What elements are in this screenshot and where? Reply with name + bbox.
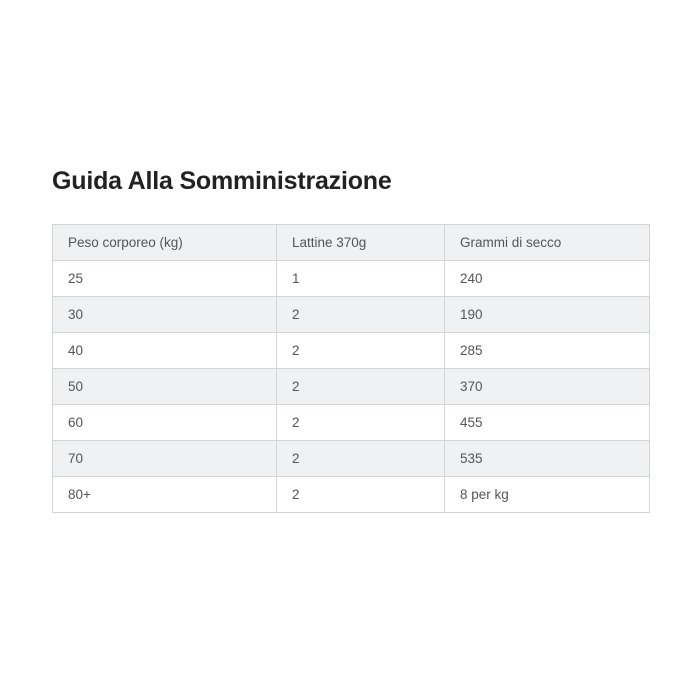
- cell-body-weight: 60: [53, 405, 277, 441]
- cell-dry-grams: 455: [445, 405, 650, 441]
- header-body-weight: Peso corporeo (kg): [53, 225, 277, 261]
- table-header-row: [53, 225, 650, 261]
- table-row: [53, 477, 650, 513]
- cell-dry-grams: 535: [445, 441, 650, 477]
- table-row: [53, 261, 650, 297]
- feeding-guide-table: [52, 224, 650, 513]
- cell-body-weight: 70: [53, 441, 277, 477]
- cell-body-weight: 50: [53, 369, 277, 405]
- table-row: [53, 333, 650, 369]
- cell-dry-grams: 285: [445, 333, 650, 369]
- table-row: [53, 441, 650, 477]
- header-cans: Lattine 370g: [277, 225, 445, 261]
- cell-body-weight: 40: [53, 333, 277, 369]
- cell-cans: 2: [277, 441, 445, 477]
- cell-body-weight: 80+: [53, 477, 277, 513]
- header-dry-grams: Grammi di secco: [445, 225, 650, 261]
- table-row: [53, 297, 650, 333]
- cell-dry-grams: 190: [445, 297, 650, 333]
- cell-cans: 2: [277, 477, 445, 513]
- cell-dry-grams: 8 per kg: [445, 477, 650, 513]
- cell-dry-grams: 240: [445, 261, 650, 297]
- cell-body-weight: 30: [53, 297, 277, 333]
- cell-cans: 2: [277, 405, 445, 441]
- feeding-guide-table-container: [52, 224, 649, 513]
- page-title: Guida Alla Somministrazione: [52, 167, 392, 195]
- cell-dry-grams: 370: [445, 369, 650, 405]
- cell-cans: 1: [277, 261, 445, 297]
- cell-cans: 2: [277, 297, 445, 333]
- cell-body-weight: 25: [53, 261, 277, 297]
- table-row: [53, 405, 650, 441]
- cell-cans: 2: [277, 333, 445, 369]
- table-row: [53, 369, 650, 405]
- cell-cans: 2: [277, 369, 445, 405]
